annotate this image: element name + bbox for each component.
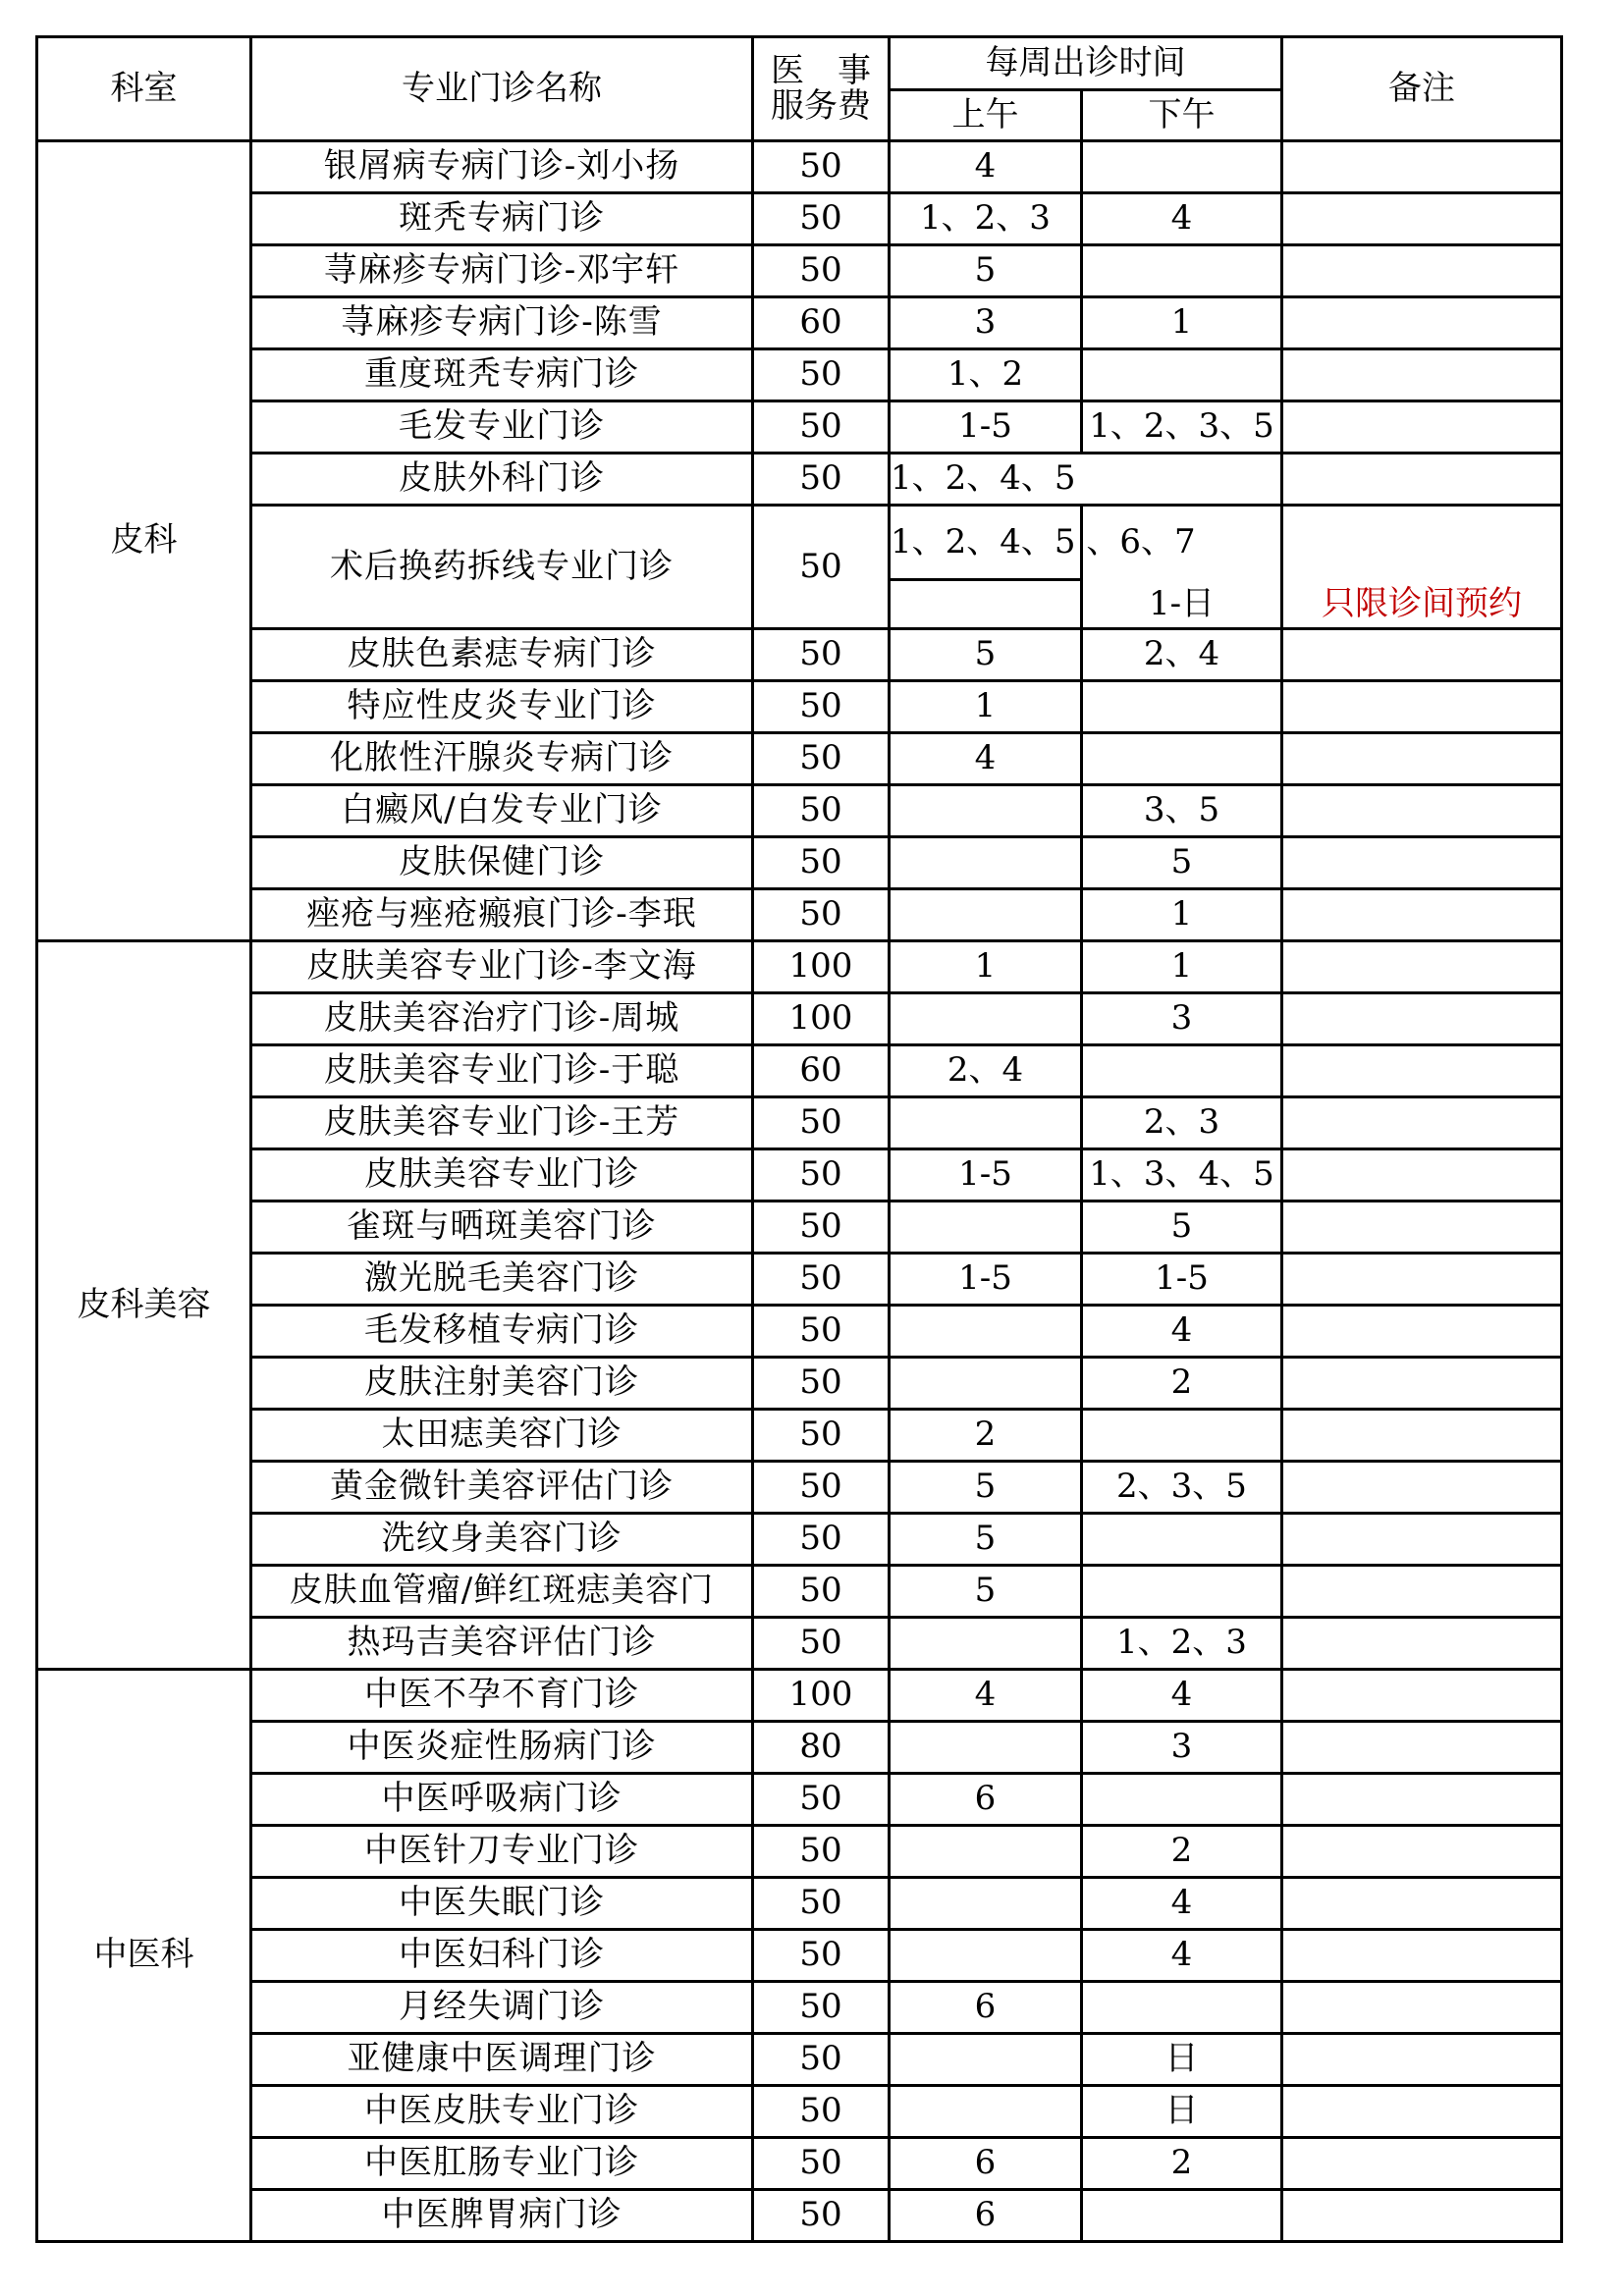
note-cell [1282,733,1562,785]
pm-cell: 1-5 [1082,1254,1282,1306]
department-cell: 皮科 [37,141,251,941]
table-row [37,1774,1562,1826]
clinic-name-cell: 太田痣美容门诊 [251,1410,753,1462]
fee-cell: 50 [753,2086,890,2138]
clinic-name-cell: 中医肛肠专业门诊 [251,2138,753,2190]
pm-cell: 4 [1082,1930,1282,1982]
fee-cell: 50 [753,1358,890,1410]
fee-cell: 50 [753,1514,890,1566]
note-cell [1282,1618,1562,1670]
fee-cell: 50 [753,454,890,506]
clinic-name-cell: 皮肤血管瘤/鲜红斑痣美容门 [251,1566,753,1618]
note-cell [1282,1774,1562,1826]
clinic-name-cell: 中医炎症性肠病门诊 [251,1722,753,1774]
pm-cell: 1 [1082,889,1282,941]
table-row [37,681,1562,733]
am-cell: 5 [890,245,1082,297]
am-cell [890,889,1082,941]
table-row [37,506,1562,580]
fee-cell: 50 [753,1254,890,1306]
clinic-name-cell: 毛发移植专病门诊 [251,1306,753,1358]
table-row [37,245,1562,297]
fee-cell: 50 [753,1306,890,1358]
pm-cell [1082,349,1282,401]
table-row [37,1670,1562,1722]
table-row [37,785,1562,837]
fee-cell: 50 [753,141,890,193]
table-row [37,1930,1562,1982]
header-weekly-time: 每周出诊时间 [890,37,1282,90]
am-cell [890,1826,1082,1878]
pm-cell: 3 [1082,1722,1282,1774]
fee-cell: 50 [753,837,890,889]
note-cell [1282,141,1562,193]
pm-cell [1082,2190,1282,2242]
pm-cell: 3 [1082,993,1282,1045]
am-cell: 1-5 [890,401,1082,454]
note-cell [1282,2190,1562,2242]
note-cell [1282,1930,1562,1982]
note-cell [1282,349,1562,401]
pm-cell: 1 [1082,941,1282,993]
am-cell: 1 [890,681,1082,733]
table-row [37,349,1562,401]
am-cell [890,1722,1082,1774]
fee-cell: 50 [753,349,890,401]
am-cell: 4 [890,733,1082,785]
am-cell: 1、2、4、5 、6、7 [890,506,1082,580]
table-row [37,2086,1562,2138]
fee-cell: 50 [753,1149,890,1201]
note-cell [1282,629,1562,681]
clinic-name-cell: 亚健康中医调理门诊 [251,2034,753,2086]
note-cell [1282,245,1562,297]
clinic-name-cell: 中医不孕不育门诊 [251,1670,753,1722]
table-row [37,629,1562,681]
fee-cell: 50 [753,1878,890,1930]
fee-cell: 100 [753,941,890,993]
table-row [37,2190,1562,2242]
pm-cell [1082,1045,1282,1097]
fee-cell: 50 [753,1462,890,1514]
department-cell: 中医科 [37,1670,251,2242]
pm-cell [1082,141,1282,193]
am-cell [890,1097,1082,1149]
note-cell [1282,993,1562,1045]
clinic-name-cell: 洗纹身美容门诊 [251,1514,753,1566]
fee-cell: 100 [753,1670,890,1722]
note-cell [1282,2086,1562,2138]
table-row [37,1566,1562,1618]
note-cell [1282,1982,1562,2034]
fee-cell: 50 [753,629,890,681]
table-row [37,454,1562,506]
table-row [37,889,1562,941]
am-cell: 6 [890,2190,1082,2242]
header-fee-line2: 服务费 [771,85,871,126]
header-clinic-name: 专业门诊名称 [251,37,753,141]
clinic-name-cell: 皮肤注射美容门诊 [251,1358,753,1410]
table-row [37,1045,1562,1097]
am-cell: 3 [890,297,1082,349]
table-row [37,1097,1562,1149]
table-row [37,1306,1562,1358]
table-row [37,193,1562,245]
note-cell [1282,506,1562,580]
pm-cell: 1、2、3、5 [1082,401,1282,454]
clinic-name-cell: 毛发专业门诊 [251,401,753,454]
clinic-name-cell: 中医妇科门诊 [251,1930,753,1982]
fee-cell: 50 [753,1826,890,1878]
note-cell [1282,1722,1562,1774]
clinic-name-cell: 中医呼吸病门诊 [251,1774,753,1826]
am-cell [890,1201,1082,1254]
table-row [37,401,1562,454]
note-cell [1282,941,1562,993]
header-fee [753,37,890,141]
am-cell: 1-5 [890,1254,1082,1306]
clinic-name-cell: 皮肤色素痣专病门诊 [251,629,753,681]
pm-cell: 5 [1082,1201,1282,1254]
pm-cell: 4 [1082,1306,1282,1358]
clinic-name-cell: 术后换药拆线专业门诊 [251,506,753,629]
note-cell [1282,889,1562,941]
note-cell [1282,1826,1562,1878]
note-cell [1282,837,1562,889]
pm-cell [1082,1410,1282,1462]
fee-cell: 50 [753,1774,890,1826]
fee-cell: 50 [753,401,890,454]
note-cell [1282,2034,1562,2086]
note-cell [1282,1566,1562,1618]
clinic-name-cell: 黄金微针美容评估门诊 [251,1462,753,1514]
note-cell [1282,785,1562,837]
table-row [37,1462,1562,1514]
fee-cell: 50 [753,1982,890,2034]
table-row [37,1358,1562,1410]
fee-cell: 100 [753,993,890,1045]
am-cell: 1-5 [890,1149,1082,1201]
clinic-name-cell: 特应性皮炎专业门诊 [251,681,753,733]
fee-cell: 50 [753,506,890,629]
note-cell [1282,681,1562,733]
note-cell [1282,1878,1562,1930]
am-cell: 5 [890,1462,1082,1514]
fee-cell: 60 [753,297,890,349]
table-row [37,1201,1562,1254]
am-cell: 6 [890,1774,1082,1826]
fee-cell: 50 [753,1097,890,1149]
am-cell [890,1878,1082,1930]
fee-cell: 50 [753,1201,890,1254]
clinic-name-cell: 中医失眠门诊 [251,1878,753,1930]
am-cell [890,785,1082,837]
table-row [37,1826,1562,1878]
clinic-name-cell: 激光脱毛美容门诊 [251,1254,753,1306]
clinic-name-cell: 皮肤外科门诊 [251,454,753,506]
pm-cell: 日 [1082,2034,1282,2086]
am-cell: 4 [890,141,1082,193]
pm-cell: 4 [1082,1878,1282,1930]
clinic-name-cell: 皮肤美容专业门诊-李文海 [251,941,753,993]
pm-cell: 2、3、5 [1082,1462,1282,1514]
clinic-name-cell: 痤疮与痤疮瘢痕门诊-李珉 [251,889,753,941]
note-cell [1282,401,1562,454]
fee-cell: 50 [753,1566,890,1618]
clinic-name-cell: 荨麻疹专病门诊-邓宇轩 [251,245,753,297]
clinic-name-cell: 热玛吉美容评估门诊 [251,1618,753,1670]
note-cell [1282,1097,1562,1149]
pm-cell: 1、3、4、5 [1082,1149,1282,1201]
pm-cell-sub: 1-日 [1082,580,1282,629]
table-row [37,141,1562,193]
pm-cell: 4 [1082,193,1282,245]
note-cell [1282,454,1562,506]
pm-cell: 5 [1082,837,1282,889]
pm-cell [1082,245,1282,297]
pm-cell: 3、5 [1082,785,1282,837]
fee-cell: 50 [753,889,890,941]
am-cell-sub [890,580,1082,629]
clinic-name-cell: 斑秃专病门诊 [251,193,753,245]
note-cell [1282,1149,1562,1201]
pm-cell: 1 [1082,297,1282,349]
pm-cell [1082,1566,1282,1618]
table-row [37,733,1562,785]
fee-cell: 50 [753,245,890,297]
clinic-name-cell: 皮肤美容治疗门诊-周城 [251,993,753,1045]
am-cell [890,1930,1082,1982]
am-cell: 2、4 [890,1045,1082,1097]
header-note: 备注 [1282,37,1562,141]
clinic-name-cell: 中医脾胃病门诊 [251,2190,753,2242]
am-cell: 5 [890,1514,1082,1566]
table-row [37,1149,1562,1201]
clinic-name-cell: 皮肤美容专业门诊 [251,1149,753,1201]
am-pm-cell: 1、2、4、5 [890,454,1282,506]
am-cell: 1、2 [890,349,1082,401]
pm-cell [1082,733,1282,785]
am-cell [890,2034,1082,2086]
fee-cell: 50 [753,1930,890,1982]
am-cell: 6 [890,1982,1082,2034]
clinic-name-cell: 银屑病专病门诊-刘小扬 [251,141,753,193]
pm-cell [1082,681,1282,733]
fee-cell: 80 [753,1722,890,1774]
table-row [37,1514,1562,1566]
department-cell: 皮科美容 [37,941,251,1670]
fee-cell: 50 [753,733,890,785]
clinic-name-cell: 白癜风/白发专业门诊 [251,785,753,837]
am-cell: 6 [890,2138,1082,2190]
am-cell: 2 [890,1410,1082,1462]
table-row [37,1722,1562,1774]
note-cell [1282,1306,1562,1358]
table-row [37,837,1562,889]
clinic-name-cell: 荨麻疹专病门诊-陈雪 [251,297,753,349]
am-cell [890,2086,1082,2138]
note-cell [1282,1462,1562,1514]
am-cell: 4 [890,1670,1082,1722]
note-cell-sub: 只限诊间预约 [1282,580,1562,629]
pm-cell [1082,1774,1282,1826]
table-row [37,2034,1562,2086]
pm-cell [1082,1982,1282,2034]
am-cell [890,993,1082,1045]
header-am: 上午 [890,90,1082,141]
am-cell [890,1306,1082,1358]
am-cell: 5 [890,629,1082,681]
pm-cell: 2 [1082,1358,1282,1410]
header-dept: 科室 [37,37,251,141]
table-row [37,1410,1562,1462]
am-cell [890,1618,1082,1670]
table-row [37,941,1562,993]
am-cell [890,1358,1082,1410]
clinic-schedule-table [35,35,1563,2243]
header-fee-line1: 医 事 [771,50,871,90]
pm-cell: 日 [1082,2086,1282,2138]
table-row [37,1618,1562,1670]
clinic-name-cell: 化脓性汗腺炎专病门诊 [251,733,753,785]
pm-cell [1082,1514,1282,1566]
am-cell [890,837,1082,889]
am-cell: 5 [890,1566,1082,1618]
clinic-name-cell: 皮肤美容专业门诊-王芳 [251,1097,753,1149]
fee-cell: 50 [753,2190,890,2242]
pm-cell: 4 [1082,1670,1282,1722]
clinic-name-cell: 重度斑秃专病门诊 [251,349,753,401]
pm-cell: 2 [1082,2138,1282,2190]
clinic-name-cell: 中医皮肤专业门诊 [251,2086,753,2138]
note-cell [1282,1045,1562,1097]
pm-cell: 1、2、3 [1082,1618,1282,1670]
fee-cell: 50 [753,193,890,245]
fee-cell: 50 [753,1618,890,1670]
clinic-name-cell: 月经失调门诊 [251,1982,753,2034]
fee-cell: 50 [753,1410,890,1462]
table-row [37,297,1562,349]
table-row [37,993,1562,1045]
note-cell [1282,1670,1562,1722]
note-cell [1282,1358,1562,1410]
note-cell [1282,297,1562,349]
clinic-name-cell: 皮肤美容专业门诊-于聪 [251,1045,753,1097]
clinic-name-cell: 雀斑与晒斑美容门诊 [251,1201,753,1254]
table-row [37,2138,1562,2190]
note-cell [1282,1254,1562,1306]
fee-cell: 60 [753,1045,890,1097]
pm-cell: 2、4 [1082,629,1282,681]
clinic-name-cell: 皮肤保健门诊 [251,837,753,889]
header-pm: 下午 [1082,90,1282,141]
fee-cell: 50 [753,2034,890,2086]
pm-cell: 2、3 [1082,1097,1282,1149]
fee-cell: 50 [753,2138,890,2190]
note-cell [1282,1514,1562,1566]
table-row [37,1254,1562,1306]
note-cell [1282,1201,1562,1254]
table-row [37,1878,1562,1930]
note-cell [1282,2138,1562,2190]
fee-cell: 50 [753,681,890,733]
fee-cell: 50 [753,785,890,837]
table-row [37,1982,1562,2034]
am-cell: 1、2、3 [890,193,1082,245]
note-cell [1282,193,1562,245]
am-cell: 1 [890,941,1082,993]
pm-cell: 2 [1082,1826,1282,1878]
note-cell [1282,1410,1562,1462]
clinic-name-cell: 中医针刀专业门诊 [251,1826,753,1878]
